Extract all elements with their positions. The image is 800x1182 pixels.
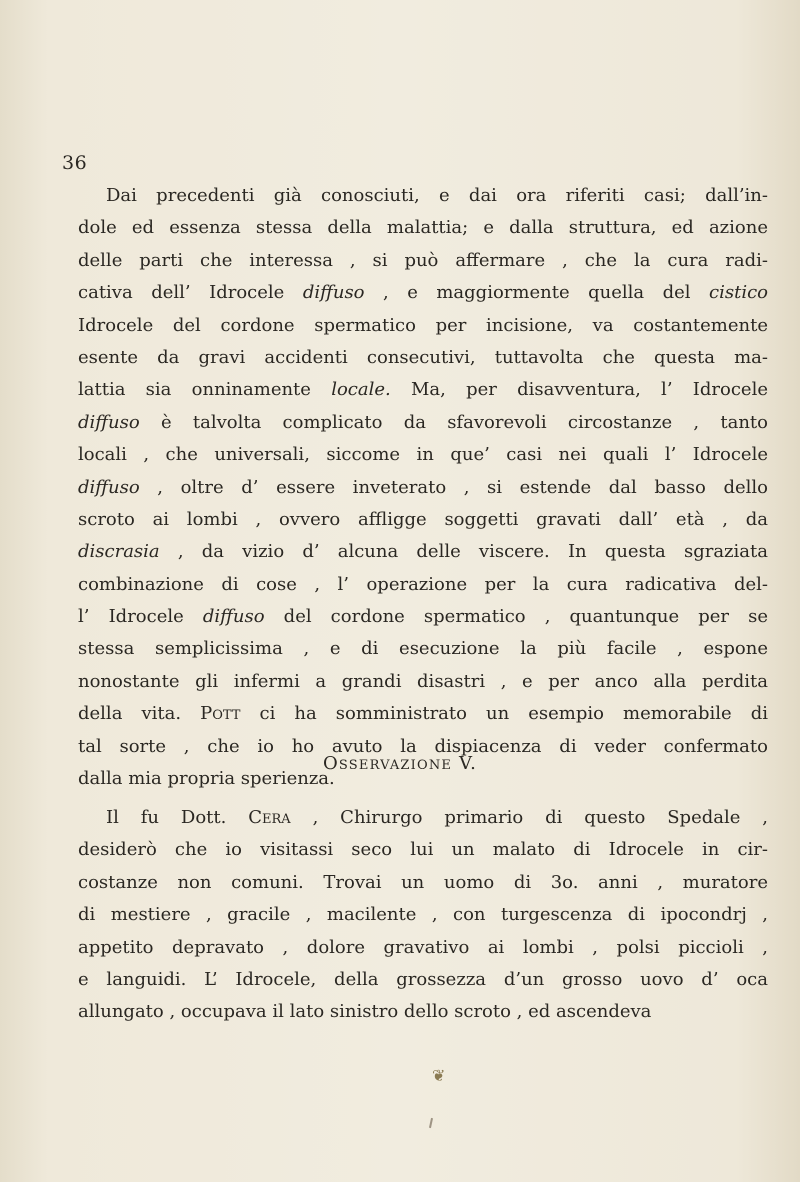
text-line: delle parti che interessa , si può affermare , che la cura radi- [78,249,768,271]
text-line: nonostante gli infermi a grandi disastri , e per anco alla perdita [78,670,768,692]
emphasis-text: diffuso [202,606,265,628]
text-line [78,407,768,439]
section-heading: Osservazione V. [322,753,478,774]
text-segment: del cordone spermatico , quantunque per se [264,606,768,628]
text-segment: , da vizio d’ alcuna delle viscere. In questa sgraziata [159,541,768,563]
page-number: 36 [62,152,88,174]
text-line: desiderò che io visitassi seco lui un malato di Idrocele in cir- [78,839,768,861]
text-line [78,802,768,834]
text-line: Idrocele del cordone spermatico per incisione, va costantemente [78,314,768,336]
text-line [78,601,768,633]
text-segment: , e maggiormente quella del [364,282,710,304]
text-line: scroto ai lombi , ovvero affligge soggetti gravati dall’ età , da [78,508,768,530]
emphasis-text: cistico [709,282,769,304]
text-line [78,472,768,504]
paragraph-2 [78,802,768,1029]
text-line: di mestiere , gracile , macilente , con turgescenza di ipocondrj , [78,904,768,926]
text-line [78,536,768,568]
text-segment: , oltre d’ essere inveterato , si estende dal basso dello [139,476,768,498]
text-segment: della vita. [78,703,201,725]
text-segment: cativa dell’ Idrocele [78,282,303,304]
printer-ornament: ❦ [432,1066,446,1085]
text-line: locali , che universali, siccome in que’ casi nei quali l’ Idrocele [78,444,768,466]
paragraph-1 [78,180,768,795]
text-segment: Ma, per disavventura, l’ Idrocele [390,379,768,401]
emphasis-text: discrasia [78,541,160,563]
text-line [78,277,768,309]
text-segment: è talvolta complicato da sfavorevoli circostanze , tanto [139,411,768,433]
text-line: allungato , occupava il lato sinistro dello scroto , ed ascendeva [78,1001,652,1023]
emphasis-text: locale. [331,379,391,401]
text-line: stessa semplicissima , e di esecuzione la più facile , espone [78,638,768,660]
text-segment: l’ Idrocele [78,606,203,628]
text-segment: lattia sia onninamente [78,379,332,401]
text-line: dalla mia propria sperienza. [78,768,335,790]
text-segment: Il fu Dott. [106,807,249,828]
text-line: e languidi. L’ Idrocele, della grossezza d’un grosso uovo d’ oca [78,968,768,990]
emphasis-text: Cera [248,807,291,828]
text-line: tal sorte , che io ho avuto la dispiacenza di veder confermato [78,735,768,757]
emphasis-text: diffuso [78,476,140,498]
text-segment: ci ha somministrato un esempio memorabile di [240,703,768,725]
text-segment: , Chirurgo primario di questo Spedale , [290,807,768,828]
ink-mark [429,1118,433,1128]
text-line: Dai precedenti già conosciuti, e dai ora riferiti casi; dall’in- [106,185,768,206]
text-line: dole ed essenza stessa della malattia; e dalla struttura, ed azione [78,217,768,239]
emphasis-text: diffuso [78,411,140,433]
emphasis-text: diffuso [302,282,365,304]
emphasis-text: Pott [200,703,241,725]
text-line [78,374,768,406]
text-line: costanze non comuni. Trovai un uomo di 3o. anni , muratore [78,871,768,893]
text-line [78,698,768,730]
text-line: combinazione di cose , l’ operazione per la cura radicativa del- [78,573,768,595]
text-line: appetito depravato , dolore gravativo ai lombi , polsi piccioli , [78,936,768,958]
text-line: esente da gravi accidenti consecutivi, tuttavolta che questa ma- [78,346,768,368]
